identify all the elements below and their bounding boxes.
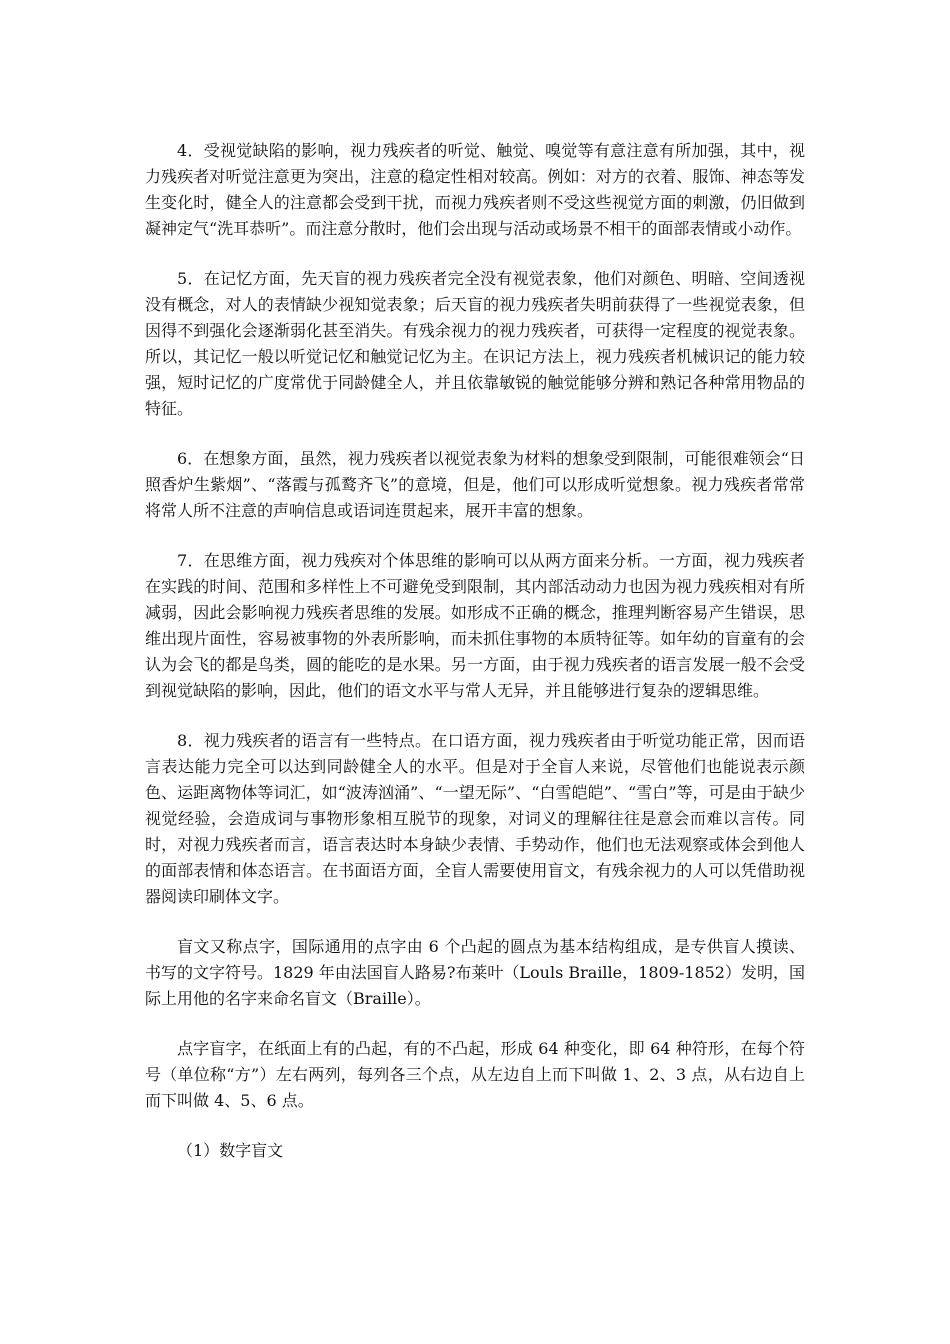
section-heading-numeric-braille: （1）数字盲文 — [177, 1141, 284, 1160]
paragraph-memory: 5．在记忆方面，先天盲的视力残疾者完全没有视觉表象，他们对颜色、明暗、空间透视没有概念，对人的表情缺少视知觉表象；后天盲的视力残疾者失明前获得了一些视觉表象，但因得不到强化会逐渐弱化甚至消失。有残余视力的视力残疾者，可获得一定程度的视觉表象。所以，其记忆一般以听觉记忆和触觉记忆为主。在识记方法上，视力残疾者机械识记的能力较强，短时记忆的广度常优于同龄健全人，并且依靠敏锐的触觉能够分辨和熟记各种常用物品的特征。 — [145, 269, 805, 418]
paragraph-attention: 4．受视觉缺陷的影响，视力残疾者的听觉、触觉、嗅觉等有意注意有所加强，其中，视力残疾者对听觉注意更为突出，注意的稳定性相对较高。例如：对方的衣着、服饰、神态等发生变化时，健全人的注意都会受到干扰，而视力残疾者则不受这些视觉方面的刺激，仍旧做到凝神定气“洗耳恭听”。而注意分散时，他们会出现与活动或场景不相干的面部表情或小动作。 — [145, 141, 805, 238]
paragraph-thinking: 7．在思维方面，视力残疾对个体思维的影响可以从两方面来分析。一方面，视力残疾者在实践的时间、范围和多样性上不可避免受到限制，其内部活动动力也因为视力残疾相对有所减弱，因此会影响视力残疾者思维的发展。如形成不正确的概念，推理判断容易产生错误，思维出现片面性，容易被事物的外表所影响，而未抓住事物的本质特征等。如年幼的盲童有的会认为会飞的都是鸟类，圆的能吃的是水果。另一方面，由于视力残疾者的语言发展一般不会受到视觉缺陷的影响，因此，他们的语文水平与常人无异，并且能够进行复杂的逻辑思维。 — [145, 551, 805, 700]
paragraph-language: 8．视力残疾者的语言有一些特点。在口语方面，视力残疾者由于听觉功能正常，因而语言表达能力完全可以达到同龄健全人的水平。但是对于全盲人来说，尽管他们也能说表示颜色、运距离物体等词汇，如“波涛汹涌”、“一望无际”、“白雪皑皑”、“雪白”等，可是由于缺少视觉经验，会造成词与事物形象相互脱节的现象，对词义的理解往往是意会而难以言传。同时，对视力残疾者而言，语言表达时本身缺少表情、手势动作，他们也无法观察或体会到他人的面部表情和体态语言。在书面语方面，全盲人需要使用盲文，有残余视力的人可以凭借助视器阅读印刷体文字。 — [145, 731, 805, 906]
paragraph-braille-intro: 盲文又称点字，国际通用的点字由 6 个凸起的圆点为基本结构组成，是专供盲人摸读、书写的文字符号。1829 年由法国盲人路易?布莱叶（Louls Braille，1809-1852）发明，国际上用他的名字来命名盲文（Braille）。 — [145, 937, 805, 1008]
document-body — [145, 138, 805, 1188]
paragraph-imagination: 6．在想象方面，虽然，视力残疾者以视觉表象为材料的想象受到限制，可能很难领会“日照香炉生紫烟”、“落霞与孤鹜齐飞”的意境，但是，他们可以形成听觉想象。视力残疾者常常将常人所不注意的声响信息或语词连贯起来，展开丰富的想象。 — [145, 449, 805, 520]
paragraph-braille-dots: 点字盲字，在纸面上有的凸起，有的不凸起，形成 64 种变化，即 64 种符形，在每个符号（单位称“方”）左右两列，每列各三个点，从左边自上而下叫做 1、2、3 点，从右边自上而下叫做 4、5、6 点。 — [145, 1039, 805, 1110]
